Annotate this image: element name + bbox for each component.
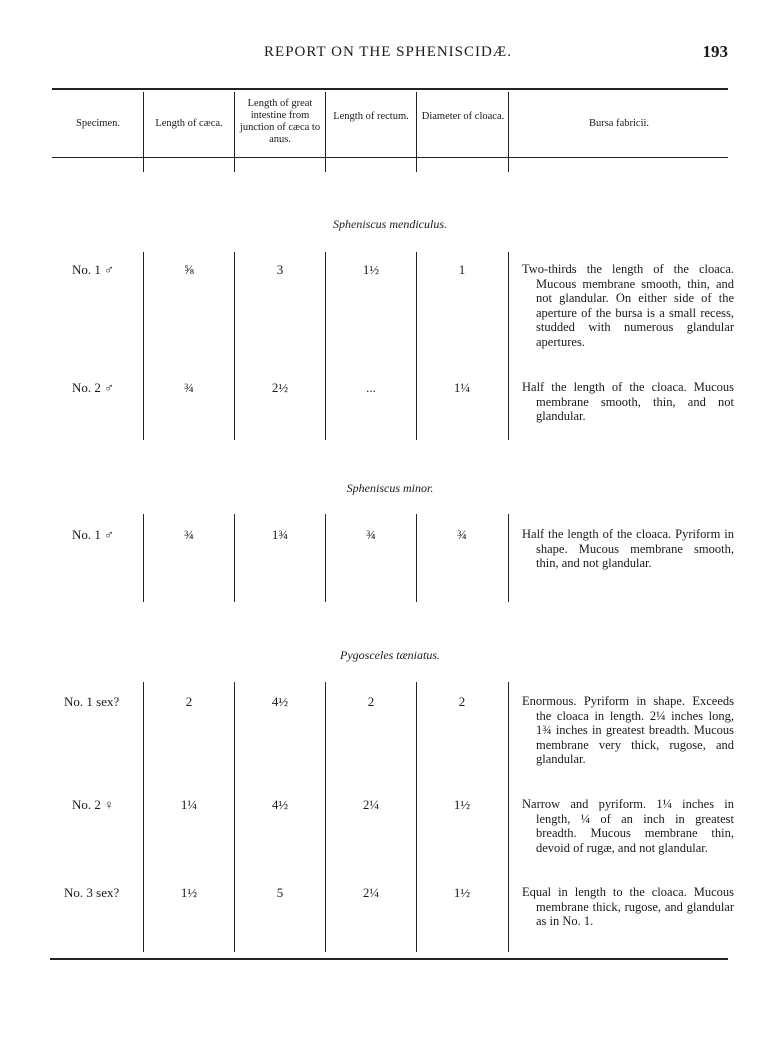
intestine-cell: 4½ [271,694,289,709]
header-divider [325,92,326,172]
row-divider [234,252,235,440]
table-bottom-rule [50,958,728,960]
header-divider [234,92,235,172]
caeca-cell: 1½ [180,885,198,900]
bursa-cell: Narrow and pyriform. 1¼ inches in length, ¼ of an inch in greatest breadth. Mucous membrane thin, devoid of rugæ, and not glandular. [522,797,734,855]
caeca-cell: ⅝ [184,262,194,277]
column-header-specimen: Specimen. [75,118,121,129]
row-divider [508,682,509,952]
bursa-cell: Equal in length to the cloaca. Mucous membrane thick, rugose, and glandular as in No. 1. [522,885,734,929]
caeca-cell: ¾ [184,380,194,395]
intestine-cell: 2½ [271,380,289,395]
row-divider [416,252,417,440]
specimen-cell: No. 2 ♀ [72,797,114,812]
rectum-cell: 2¼ [362,885,380,900]
rectum-cell: ¾ [366,527,376,542]
cloaca-cell: 1 [458,262,466,277]
intestine-cell: 5 [276,885,284,900]
caeca-cell: 1¼ [180,797,198,812]
row-divider [508,252,509,440]
page-number: 193 [702,42,728,61]
intestine-cell: 1¾ [271,527,289,542]
caeca-cell: 2 [185,694,193,709]
row-divider [508,514,509,602]
header-divider [416,92,417,172]
section-title: Pygosceles tæniatus. [340,648,440,662]
intestine-cell: 4½ [271,797,289,812]
bursa-cell: Half the length of the cloaca. Pyriform in shape. Mucous membrane smooth, thin, and not glandular. [522,527,734,571]
section-title: Spheniscus mendiculus. [333,217,447,231]
specimen-cell: No. 1 ♂ [72,527,114,542]
specimen-cell: No. 3 sex? [64,885,120,900]
row-divider [143,682,144,952]
row-divider [143,252,144,440]
header-divider [143,92,144,172]
specimen-cell: No. 2 ♂ [72,380,114,395]
column-header-rectum: Length of rectum. [333,111,409,122]
specimen-cell: No. 1 sex? [64,694,120,709]
header-bottom-rule [52,157,728,158]
bursa-cell: Half the length of the cloaca. Mucous membrane smooth, thin, and not glandular. [522,380,734,424]
column-header-cloaca: Diameter of cloaca. [421,111,505,122]
header-divider [508,92,509,172]
rectum-cell: ... [366,380,376,395]
rectum-cell: 2¼ [362,797,380,812]
cloaca-cell: 1½ [453,797,471,812]
rectum-cell: 2 [367,694,375,709]
bursa-cell: Enormous. Pyriform in shape. Exceeds the cloaca in length. 2¼ inches long, 1¾ inches in greatest breadth. Mucous membrane very thick, rugose, and glandular. [522,694,734,767]
column-header-intestine: Length of great intestine from junction of cæca to anus. [239,98,321,145]
cloaca-cell: 2 [458,694,466,709]
table-top-rule [52,88,728,90]
cloaca-cell: ¾ [457,527,467,542]
specimen-cell: No. 1 ♂ [72,262,114,277]
row-divider [416,682,417,952]
row-divider [325,682,326,952]
row-divider [325,252,326,440]
cloaca-cell: 1½ [453,885,471,900]
intestine-cell: 3 [276,262,284,277]
caeca-cell: ¾ [184,527,194,542]
section-title: Spheniscus minor. [346,481,434,495]
column-header-caeca: Length of cæca. [155,118,223,129]
running-header-title: REPORT ON THE SPHENISCIDÆ. [264,44,512,60]
rectum-cell: 1½ [362,262,380,277]
cloaca-cell: 1¼ [453,380,471,395]
row-divider [234,682,235,952]
column-header-bursa: Bursa fabricii. [588,118,650,129]
bursa-cell: Two-thirds the length of the cloaca. Mucous membrane smooth, thin, and not glandular. On either side of the aperture of the bursa is a small recess, studded with numerous glandular apertures. [522,262,734,349]
